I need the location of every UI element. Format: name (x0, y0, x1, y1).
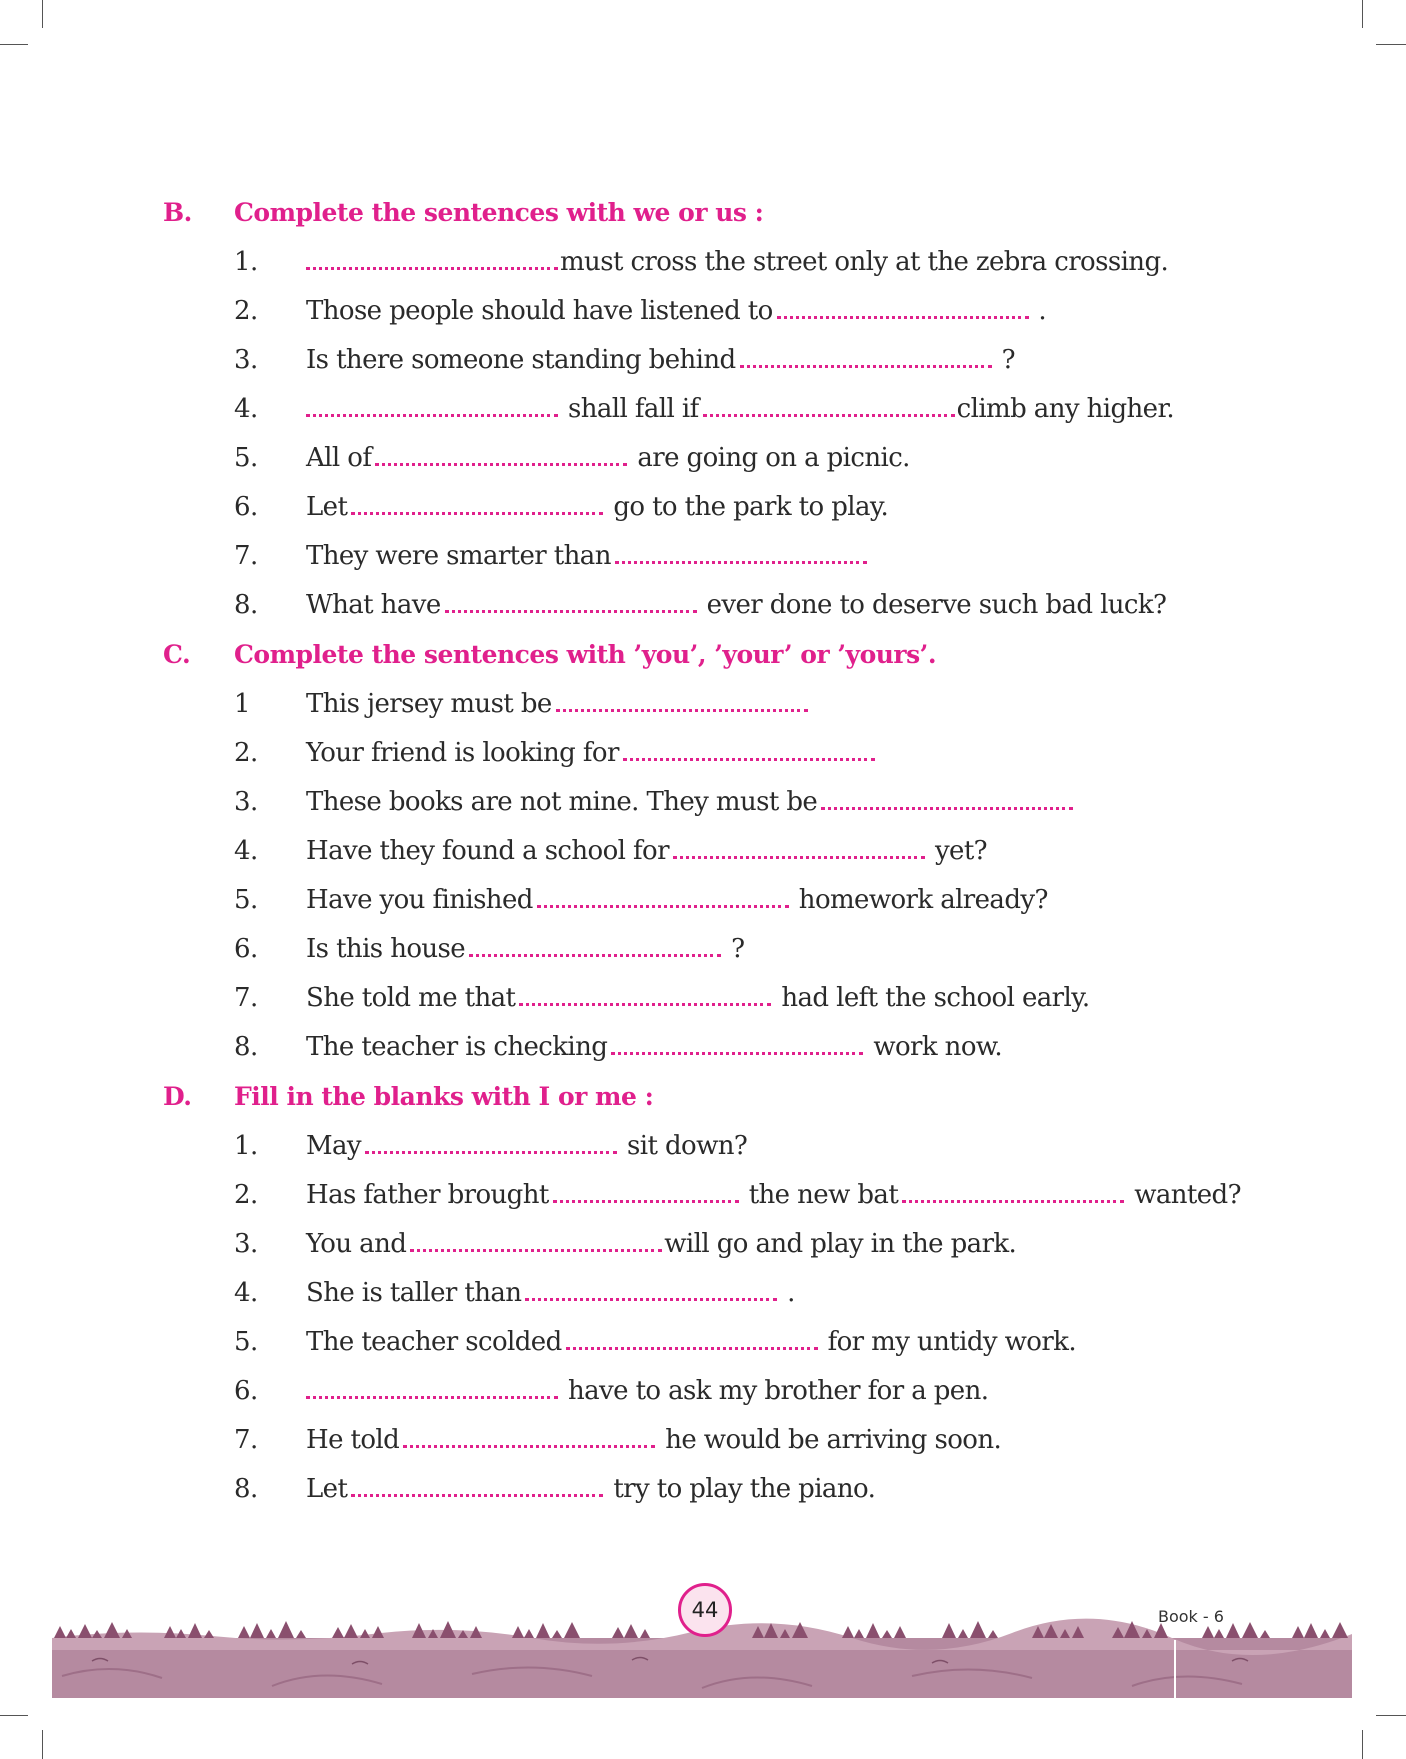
question-text: He told he would be arriving soon. (306, 1425, 1002, 1455)
question (0, 242, 1406, 282)
question (0, 389, 1406, 429)
question (0, 1175, 1406, 1215)
answer-blank[interactable] (902, 1190, 1124, 1203)
answer-blank[interactable] (306, 404, 558, 417)
question (0, 487, 1406, 527)
crop-mark-top-right-v (1362, 0, 1363, 28)
question-text: Is this house ? (306, 934, 745, 964)
question (0, 438, 1406, 478)
question-text: They were smarter than (306, 536, 877, 576)
book-label: Book - 6 (1158, 1607, 1224, 1626)
answer-blank[interactable] (351, 1484, 603, 1497)
question-text: These books are not mine. They must be (306, 782, 1083, 822)
question (0, 684, 1406, 724)
crop-mark-bottom-left-v (42, 1730, 43, 1759)
question-number: 1 (234, 689, 250, 719)
question-number: 3. (234, 345, 258, 375)
section-title: Complete the sentences with we or us : (234, 198, 764, 227)
answer-blank[interactable] (351, 502, 603, 515)
answer-blank[interactable] (375, 453, 627, 466)
question (0, 1322, 1406, 1362)
page-number-badge: 44 (678, 1583, 732, 1637)
question-number: 6. (234, 1376, 258, 1406)
question-text: She told me that had left the school early. (306, 983, 1090, 1013)
question-number: 1. (234, 1131, 258, 1161)
question (0, 340, 1406, 380)
answer-blank[interactable] (553, 1190, 739, 1203)
question-number: 7. (234, 541, 258, 571)
question-number: 7. (234, 1425, 258, 1455)
question (0, 733, 1406, 773)
section-title: Fill in the blanks with I or me : (234, 1082, 654, 1111)
crop-mark-top-left-v (42, 0, 43, 28)
question-text: You and will go and play in the park. (306, 1229, 1017, 1259)
question (0, 585, 1406, 625)
question-text: May sit down? (306, 1131, 748, 1161)
question-number: 4. (234, 1278, 258, 1308)
question-text: Has father brought the new bat wanted? (306, 1180, 1241, 1210)
answer-blank[interactable] (445, 600, 697, 613)
question (0, 1224, 1406, 1264)
question (0, 782, 1406, 822)
question-text: Have they found a school for yet? (306, 836, 988, 866)
question-text: must cross the street only at the zebra crossing. (306, 242, 1168, 282)
question-text: Let try to play the piano. (306, 1474, 876, 1504)
question-text: What have ever done to deserve such bad luck? (306, 590, 1167, 620)
question-number: 8. (234, 590, 258, 620)
answer-blank[interactable] (623, 748, 875, 761)
question (0, 291, 1406, 331)
question-text: This jersey must be (306, 684, 818, 724)
answer-blank[interactable] (306, 257, 558, 270)
section-letter: C. (163, 640, 191, 669)
question-text: All of are going on a picnic. (306, 443, 910, 473)
question (0, 1469, 1406, 1509)
question (0, 1273, 1406, 1313)
question-text: shall fall if climb any higher. (306, 389, 1174, 429)
question-number: 4. (234, 394, 258, 424)
question (0, 1126, 1406, 1166)
question-number: 6. (234, 934, 258, 964)
crop-mark-bottom-left-h (0, 1715, 28, 1716)
answer-blank[interactable] (469, 944, 721, 957)
section-heading (0, 198, 1406, 238)
question-number: 8. (234, 1474, 258, 1504)
question-number: 2. (234, 738, 258, 768)
question-number: 8. (234, 1032, 258, 1062)
question (0, 978, 1406, 1018)
question-text: The teacher is checking work now. (306, 1032, 1003, 1062)
question (0, 831, 1406, 871)
question (0, 880, 1406, 920)
question-number: 2. (234, 296, 258, 326)
section-heading (0, 640, 1406, 680)
question-number: 5. (234, 885, 258, 915)
question (0, 536, 1406, 576)
answer-blank[interactable] (615, 551, 867, 564)
section-letter: B. (163, 198, 192, 227)
question-text: Have you finished homework already? (306, 885, 1048, 915)
question-number: 3. (234, 787, 258, 817)
answer-blank[interactable] (673, 846, 925, 859)
crop-mark-bottom-right-h (1376, 1715, 1406, 1716)
question-text: She is taller than . (306, 1278, 795, 1308)
answer-blank[interactable] (410, 1239, 662, 1252)
question-number: 2. (234, 1180, 258, 1210)
answer-blank[interactable] (566, 1337, 818, 1350)
question (0, 1027, 1406, 1067)
question (0, 929, 1406, 969)
question (0, 1371, 1406, 1411)
question (0, 1420, 1406, 1460)
question-number: 5. (234, 1327, 258, 1357)
crop-mark-top-right-h (1376, 44, 1406, 45)
crop-mark-bottom-right-v (1362, 1730, 1363, 1759)
answer-blank[interactable] (777, 306, 1029, 319)
answer-blank[interactable] (821, 797, 1073, 810)
question-number: 3. (234, 1229, 258, 1259)
question-text: have to ask my brother for a pen. (306, 1371, 988, 1411)
answer-blank[interactable] (703, 404, 955, 417)
question-number: 1. (234, 247, 258, 277)
question-number: 4. (234, 836, 258, 866)
question-number: 6. (234, 492, 258, 522)
answer-blank[interactable] (365, 1141, 617, 1154)
question-text: Let go to the park to play. (306, 492, 889, 522)
question-number: 5. (234, 443, 258, 473)
section-heading (0, 1082, 1406, 1122)
section-title: Complete the sentences with ’you’, ’your’ or ’yours’. (234, 640, 937, 669)
answer-blank[interactable] (306, 1386, 558, 1399)
section-letter: D. (163, 1082, 192, 1111)
question-text: Your friend is looking for (306, 733, 885, 773)
answer-blank[interactable] (519, 993, 771, 1006)
question-text: The teacher scolded for my untidy work. (306, 1327, 1076, 1357)
answer-blank[interactable] (556, 699, 808, 712)
answer-blank[interactable] (403, 1435, 655, 1448)
crop-mark-top-left-h (0, 44, 28, 45)
answer-blank[interactable] (611, 1042, 863, 1055)
question-text: Is there someone standing behind ? (306, 345, 1015, 375)
answer-blank[interactable] (525, 1288, 777, 1301)
question-text: Those people should have listened to . (306, 296, 1047, 326)
question-number: 7. (234, 983, 258, 1013)
answer-blank[interactable] (537, 895, 789, 908)
answer-blank[interactable] (740, 355, 992, 368)
